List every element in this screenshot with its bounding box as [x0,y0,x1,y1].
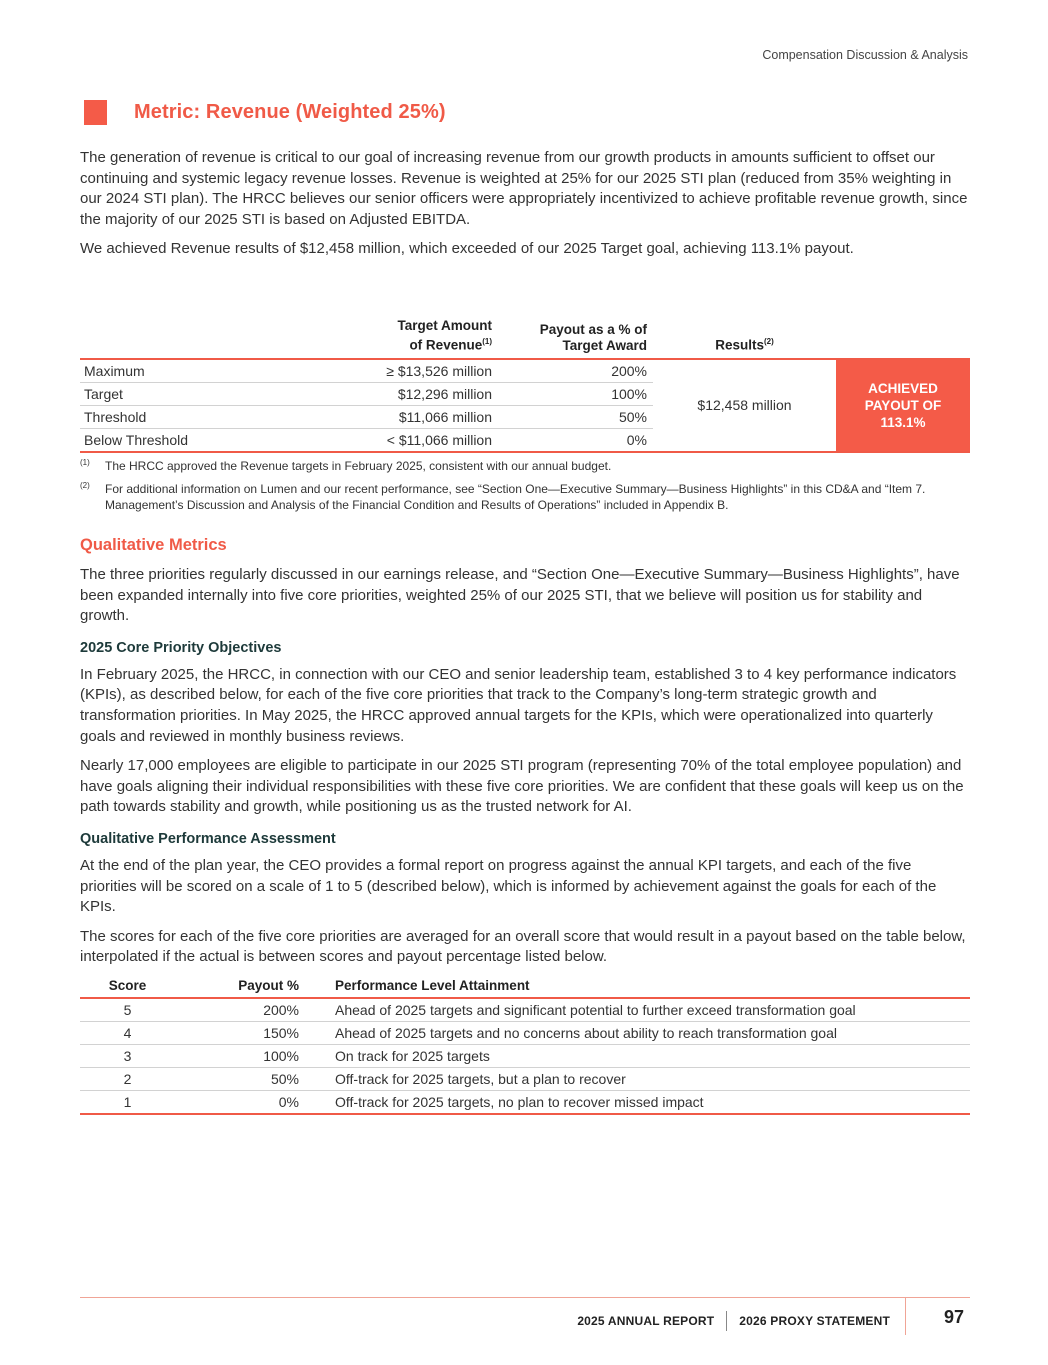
result-cell: $12,458 million [653,359,836,452]
score-cell: 4 [80,1021,175,1044]
footnote-number: (1) [80,458,90,467]
level-cell: Threshold [80,405,290,428]
paragraph: The scores for each of the five core priorities are averaged for an overall score that would result in a payout based on the table below, interpolated if the actual is between scores and payout percentage listed below. [80,927,966,966]
header-text: Target Award [562,337,647,353]
score-cell: 1 [80,1090,175,1114]
qualitative-section [80,536,972,1115]
footnote [80,458,975,474]
paragraph: At the end of the plan year, the CEO provides a formal report on progress against the annual KPI targets, and each of the five priorities will be scored on a scale of 1 to 5 (described below), which is informed by achievement against the goals for each of the KPIs. [80,856,937,916]
badge-text: 113.1% [880,414,926,430]
score-table [80,978,970,1115]
score-cell: 3 [80,1044,175,1067]
footnote-number: (2) [80,481,90,490]
header-target-amount [290,318,498,359]
amount-cell: ≥ $13,526 million [290,359,498,383]
footnote [80,481,975,513]
level-cell: Ahead of 2025 targets and significant potential to further exceed transformation goal [305,998,970,1022]
payout-cell: 50% [175,1067,305,1090]
footnote-text: For additional information on Lumen and our recent performance, see “Section One—Executive Summary—Business Highlights” in this CD&A and “Item 7. Management’s Discussion and Analysis of the Financial Condition and Results of Operations” included in Appendix B. [105,482,926,512]
level-cell: Off-track for 2025 targets, no plan to recover missed impact [305,1090,970,1114]
paragraph: The generation of revenue is critical to our goal of increasing revenue from our growth products in amounts sufficient to offset our continuing and systemic legacy revenue losses. Revenue is weighted at 25% for our 2025 STI plan (reduced from 35% weighting in our 2024 STI plan). The HRCC believes our senior officers were appropriately incentivized to achieve profitable revenue growth, since the majority of our 2025 STI is based on Adjusted EBITDA. [80,149,968,228]
badge-text: PAYOUT OF [864,397,942,413]
amount-cell: < $11,066 million [290,428,498,452]
header-badge [836,318,970,359]
amount-cell: $12,296 million [290,382,498,405]
proxy-statement-label: 2026 PROXY STATEMENT [739,1314,890,1328]
table-header-row [80,978,970,998]
footnotes [80,458,975,520]
payout-cell: 100% [498,382,653,405]
section-title: Metric: Revenue (Weighted 25%) [134,101,446,123]
revenue-table [80,318,970,453]
level-cell: Off-track for 2025 targets, but a plan to recover [305,1067,970,1090]
header-text: Payout as a % of [539,321,647,337]
paragraph: The three priorities regularly discussed in our earnings release, and “Section One—Executive Summary—Business Highlights”, have been expanded internally into five core priorities, weighted 25% of our 2025 STI, that we believe will position us for stability and growth. [80,566,960,625]
footer-divider [726,1311,727,1331]
header-payout: Payout % [238,977,299,993]
payout-cell: 0% [498,428,653,452]
section-marker-icon [84,100,107,125]
payout-cell: 100% [175,1044,305,1067]
header-level [80,318,290,359]
paragraph: Nearly 17,000 employees are eligible to participate in our 2025 STI program (representing 70% of the total employee population) and have goals aligning their individual responsibilities with these five core priorities. We are confident that these goals will keep us on the path towards stability and growth, while positioning us as the trusted network for AI. [80,757,964,816]
section-heading [84,100,446,125]
header-score: Score [108,977,147,993]
table-row [80,1067,970,1090]
header-text: Results [715,337,764,353]
footer-labels [577,1311,890,1331]
score-cell: 2 [80,1067,175,1090]
payout-cell: 50% [498,405,653,428]
revenue-table-container [80,318,970,453]
table-row [80,1021,970,1044]
table-header-row [80,318,970,359]
score-cell: 5 [80,998,175,1022]
badge-text: ACHIEVED [868,380,938,396]
achieved-payout-badge [836,359,970,452]
page-number: 97 [943,1307,964,1327]
qualitative-title: Qualitative Metrics [80,536,227,554]
paragraph: We achieved Revenue results of $12,458 million, which exceeded of our 2025 Target goal, achieving 113.1% payout. [80,240,854,258]
footer-divider [905,1298,906,1335]
header-level: Performance Level Attainment [335,977,530,993]
objectives-title: 2025 Core Priority Objectives [80,639,282,656]
header-text: of Revenue [409,337,483,353]
footnote-text: The HRCC approved the Revenue targets in February 2025, consistent with our annual budget. [105,459,612,473]
table-row [80,359,970,383]
header-results [653,318,836,359]
table-row [80,998,970,1022]
footnote-ref: (2) [764,337,774,346]
footnote-ref: (1) [482,337,492,346]
level-cell: Below Threshold [80,428,290,452]
page-footer [80,1297,970,1338]
header-text: Target Amount [397,318,492,333]
level-cell: On track for 2025 targets [305,1044,970,1067]
payout-cell: 0% [175,1090,305,1114]
amount-cell: $11,066 million [290,405,498,428]
level-cell: Ahead of 2025 targets and no concerns about ability to reach transformation goal [305,1021,970,1044]
payout-cell: 200% [175,998,305,1022]
payout-cell: 150% [175,1021,305,1044]
assessment-title: Qualitative Performance Assessment [80,830,336,847]
payout-cell: 200% [498,359,653,383]
table-row [80,1044,970,1067]
revenue-intro [80,148,970,269]
header-payout [498,318,653,359]
table-row [80,1090,970,1114]
paragraph: In February 2025, the HRCC, in connection with our CEO and senior leadership team, established 3 to 4 key performance indicators (KPIs), as described below, for each of the five core priorities that track to the Company’s long-term strategic growth and transformation priorities. In May 2025, the HRCC approved annual targets for the KPIs, which were operationalized into quarterly goals and reviewed in monthly business reviews. [80,665,957,745]
level-cell: Maximum [80,359,290,383]
annual-report-label: 2025 ANNUAL REPORT [577,1314,715,1328]
level-cell: Target [80,382,290,405]
running-head: Compensation Discussion & Analysis [762,48,968,62]
